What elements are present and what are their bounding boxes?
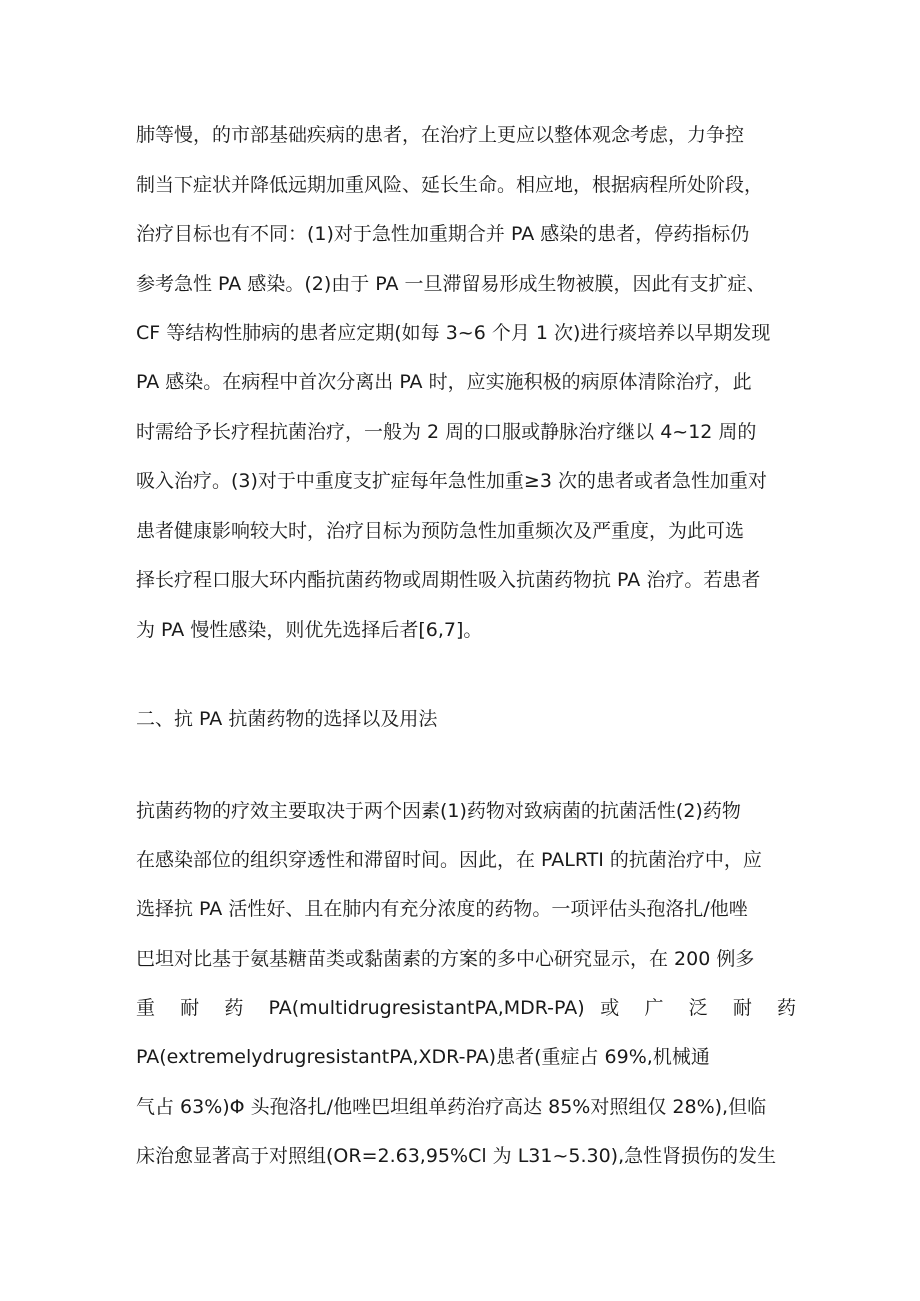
text-line: 巴坦对比基于氨基糖苗类或黏菌素的方案的多中心研究显示，在 200 例多 bbox=[136, 948, 755, 970]
text-line: 治疗目标也有不同：(1)对于急性加重期合并 PA 感染的患者，停药指标仍 bbox=[136, 223, 750, 245]
text-line: 吸入治疗。(3)对于中重度支扩症每年急性加重≥3 次的患者或者急性加重对 bbox=[136, 470, 767, 492]
text-line: 肺等慢，的市部基础疾病的患者，在治疗上更应以整体观念考虑，力争控 bbox=[136, 124, 745, 146]
text-line: PA 感染。在病程中首次分离出 PA 时，应实施积极的病原体清除治疗，此 bbox=[136, 371, 752, 393]
text-line: 气占 63%)Φ 头孢洛扎/他唑巴坦组单药治疗高达 85%对照组仅 28%),但临 bbox=[136, 1096, 767, 1118]
text-line: 抗菌药物的疗效主要取决于两个因素(1)药物对致病菌的抗菌活性(2)药物 bbox=[136, 800, 741, 822]
text-line: 在感染部位的组织穿透性和滞留时间。因此，在 PALRTI 的抗菌治疗中，应 bbox=[136, 849, 762, 871]
text-line: 时需给予长疗程抗菌治疗，一般为 2 周的口服或静脉治疗继以 4~12 周的 bbox=[136, 421, 757, 443]
text-line: 重 耐 药 PA(multidrugresistantPA,MDR-PA) 或 广 泛 耐 药 bbox=[136, 997, 796, 1019]
text-line: 选择抗 PA 活性好、且在肺内有充分浓度的药物。一项评估头孢洛扎/他唑 bbox=[136, 898, 748, 920]
text-line: 制当下症状并降低远期加重风险、延长生命。相应地，根据病程所处阶段， bbox=[136, 174, 764, 196]
text-line: PA(extremelydrugresistantPA,XDR-PA)患者(重症占 69%,机械通 bbox=[136, 1046, 710, 1068]
text-line: 为 PA 慢性感染，则优先选择后者[6,7]。 bbox=[136, 619, 483, 641]
text-line: 择长疗程口服大环内酯抗菌药物或周期性吸入抗菌药物抗 PA 治疗。若患者 bbox=[136, 569, 761, 591]
text-line: 患者健康影响较大时，治疗目标为预防急性加重频次及严重度，为此可选 bbox=[136, 520, 745, 542]
section-heading: 二、抗 PA 抗菌药物的选择以及用法 bbox=[136, 708, 438, 730]
text-line: 参考急性 PA 感染。(2)由于 PA 一旦滞留易形成生物被膜，因此有支扩症、 bbox=[136, 273, 766, 295]
text-line: CF 等结构性肺病的患者应定期(如每 3~6 个月 1 次)进行痰培养以早期发现 bbox=[136, 322, 771, 344]
text-line: 床治愈显著高于对照组(OR=2.63,95%Cl 为 L31~5.30),急性肾损伤的发生 bbox=[136, 1145, 777, 1167]
